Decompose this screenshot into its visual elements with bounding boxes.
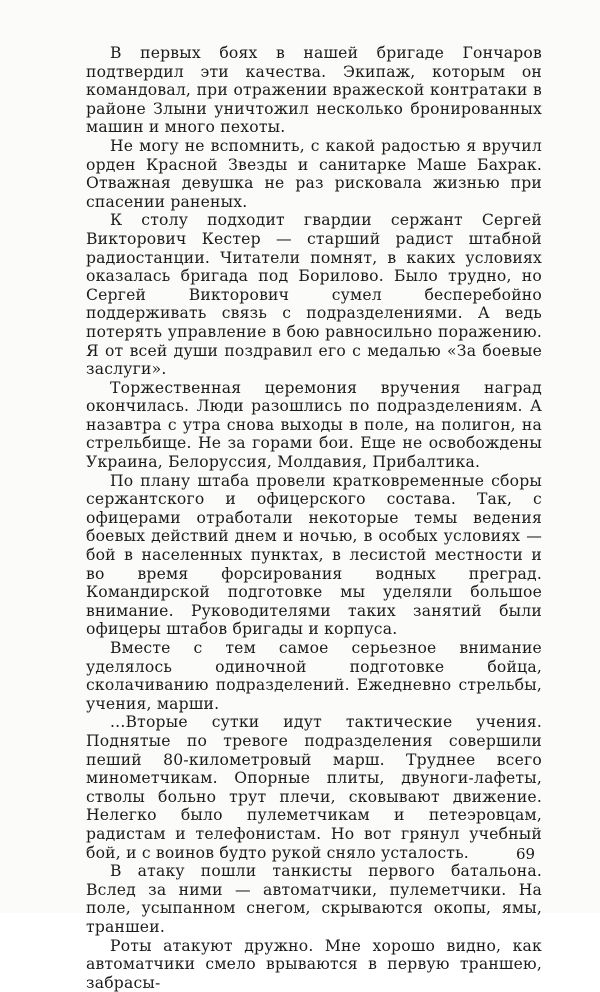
paragraph-4: Торжественная церемония вручения наград окончилась. Люди разошлись по подразделениям. А назавтра с утра снова выходы в поле, на полигон, на стрельбище. Не за горами бои. Еще не освобождены Украина, Белоруссия, Молдавия, Прибалтика. [86,379,542,472]
paragraph-8: В атаку пошли танкисты первого батальона. Вслед за ними — автоматчики, пулеметчики. На поле, усыпанном снегом, скрываются окопы, ямы, траншеи. [86,862,542,936]
paragraph-9: Роты атакуют дружно. Мне хорошо видно, как автоматчики смело врываются в первую траншею, забрасы- [86,937,542,992]
page-number: 69 [516,845,535,863]
paragraph-1: В первых боях в нашей бригаде Гончаров подтвердил эти качества. Экипаж, которым он командовал, при отражении вражеской контратаки в районе Злыни уничтожил несколько бронированных машин и много пехоты. [86,44,542,137]
paragraph-6: Вместе с тем самое серьезное внимание уделялось одиночной подготовке бойца, сколачиванию подразделений. Ежедневно стрельбы, учения, марши. [86,639,542,713]
paragraph-2: Не могу не вспомнить, с какой радостью я вручил орден Красной Звезды и санитарке Маше Бахрак. Отважная девушка не раз рисковала жизнью при спасении раненых. [86,137,542,211]
body-text [86,44,542,992]
paragraph-5: По плану штаба провели кратковременные сборы сержантского и офицерского состава. Так, с офицерами отработали некоторые темы ведения боевых действий днем и ночью, в особых условиях — бой в населенных пунктах, в лесистой местности и во время форсирования водных преград. Командирской подготовке мы уделяли большое внимание. Руководителями таких занятий были офицеры штабов бригады и корпуса. [86,472,542,639]
paragraph-3: К столу подходит гвардии сержант Сергей Викторович Кестер — старший радист штабной радиостанции. Читатели помнят, в каких условиях оказалась бригада под Борилово. Было трудно, но Сергей Викторович сумел бесперебойно поддерживать связь с подразделениями. А ведь потерять управление в бою равносильно поражению. Я от всей души поздравил его с медалью «За боевые заслуги». [86,211,542,378]
paragraph-7: ...Вторые сутки идут тактические учения. Поднятые по тревоге подразделения совершили пеший 80-километровый марш. Труднее всего минометчикам. Опорные плиты, двуноги-лафеты, стволы больно трут плечи, сковывают движение. Нелегко было пулеметчикам и петеэровцам, радистам и телефонистам. Но вот грянул учебный бой, и с воинов будто рукой сняло усталость. [86,713,542,862]
